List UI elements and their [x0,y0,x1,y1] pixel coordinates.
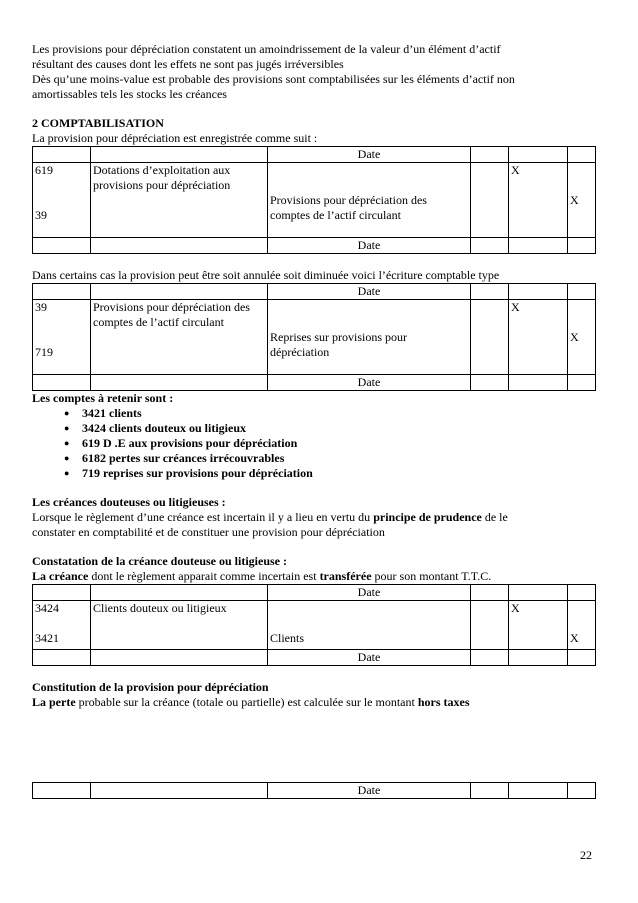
date-label: Date [268,650,471,666]
date-label: Date [268,147,471,163]
list-item: ● 3424 clients douteux ou litigieux [82,421,598,436]
table-row [33,783,596,799]
journal-entry-provision [32,146,596,254]
debit-mark: X [511,300,520,314]
date-label: Date [268,585,471,601]
debit-account: 3424 [35,601,59,615]
accounts-heading: Les comptes à retenir sont : [32,391,174,405]
page-number: 22 [580,848,592,862]
table-row [33,375,596,391]
intro-line-2: résultant des causes dont les effets ne sont pas jugés irréversibles [32,57,344,71]
debit-account: 39 [35,300,47,314]
list-item: ● 6182 pertes sur créances irrécouvrables [82,451,598,466]
document-page [32,42,598,799]
accounts-list [32,406,598,481]
credit-account: 719 [35,345,53,359]
journal-entry-doubtful [32,584,596,666]
section-subtitle: La provision pour dépréciation est enregistrée comme suit : [32,131,318,145]
list-item: ● 619 D .E aux provisions pour dépréciation [82,436,598,451]
list-item: ● 719 reprises sur provisions pour dépréciation [82,466,598,481]
constat-heading: Constatation de la créance douteuse ou litigieuse : [32,554,287,568]
credit-mark: X [570,193,579,207]
cancel-text: Dans certains cas la provision peut être soit annulée soit diminuée voici l’écriture comptable type [32,268,500,282]
date-label: Date [268,284,471,300]
debit-label: Clients douteux ou litigieux [91,601,268,650]
credit-mark: X [570,330,579,344]
debit-label: Provisions pour dépréciation des comptes de l’actif circulant [91,300,268,375]
intro-line-1: Les provisions pour dépréciation constatent un amoindrissement de la valeur d’un élément d’actif [32,42,501,56]
date-label: Date [268,238,471,254]
intro-line-4: amortissables tels les stocks les créances [32,87,227,101]
credit-label: Reprises sur provisions pour dépréciation [270,330,407,359]
intro-line-3: Dès qu’une moins-value est probable des provisions sont comptabilisées sur les éléments d’actif non [32,72,515,86]
debit-mark: X [511,163,520,177]
date-label: Date [268,375,471,391]
constitution-text: La perte probable sur la créance (totale ou partielle) est calculée sur le montant hors taxes [32,695,470,709]
section-heading: 2 COMPTABILISATION [32,116,164,130]
constat-text: La créance dont le règlement apparait comme incertain est transférée pour son montant T.T.C. [32,569,492,583]
credit-label: Clients [270,631,305,645]
table-row [33,163,596,238]
debit-label: Dotations d’exploitation aux provisions pour dépréciation [91,163,268,238]
journal-entry-empty [32,782,596,799]
constitution-heading: Constitution de la provision pour dépréciation [32,680,269,694]
credit-mark: X [570,631,579,645]
table-row [33,238,596,254]
date-label: Date [268,783,471,799]
doubtful-heading: Les créances douteuses ou litigieuses : [32,495,226,509]
table-row [33,585,596,601]
journal-entry-reversal [32,283,596,391]
table-row [33,601,596,650]
debit-mark: X [511,601,520,615]
table-row [33,650,596,666]
table-row [33,284,596,300]
doubtful-text: Lorsque le règlement d’une créance est incertain il y a lieu en vertu du principe de prudence de le [32,510,508,524]
credit-account: 3421 [35,631,59,645]
table-row [33,300,596,375]
doubtful-text-2: constater en comptabilité et de constituer une provision pour dépréciation [32,525,385,539]
table-row [33,147,596,163]
list-item: ● 3421 clients [82,406,598,421]
credit-label: Provisions pour dépréciation des comptes de l’actif circulant [270,193,427,222]
debit-account: 619 [35,163,53,177]
credit-account: 39 [35,208,47,222]
